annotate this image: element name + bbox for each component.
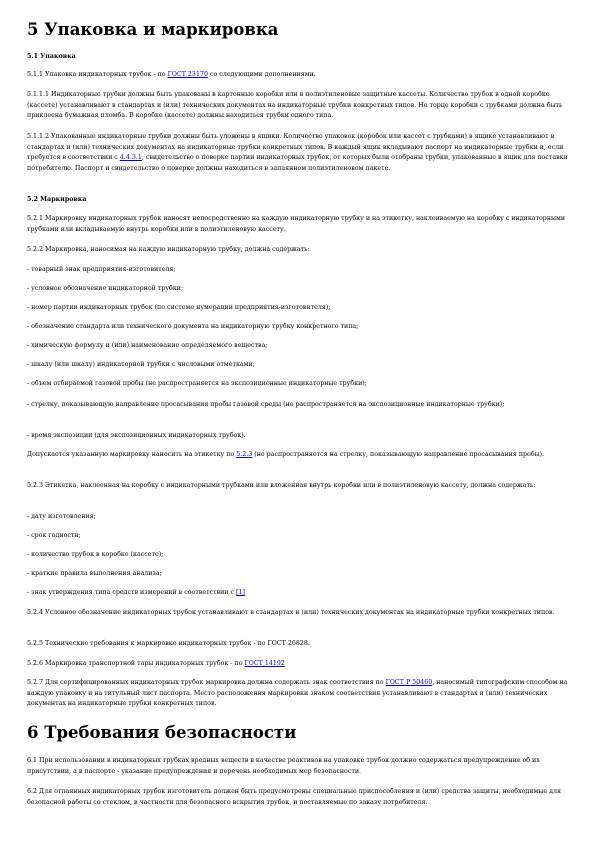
- paragraph-text: Допускается указанную маркировку наносить на этикетку по: [27, 451, 237, 458]
- link-ref-1[interactable]: [1]: [236, 589, 245, 596]
- paragraph-text: 5.1.1.2 Упакованные индикаторные трубки должны быть уложены в ящики. Количество упаковок (коробок или кассет с трубками) в ящике устанавливают в стандартах и (или) технических документах на индикаторные трубки конкретных типов. В каждый ящик вкладывают паспорт на индикаторные трубки и, если требуется в соответствии с: [27, 133, 564, 162]
- paragraph-5-2-7: [27, 678, 571, 710]
- paragraph-5-2-2: 5.2.2 Маркировка, наносимая на каждую индикаторную трубку, должна содержать:: [27, 246, 310, 253]
- list-item: - объем отбираемой газовой пробы (не распространяется на экспозиционные индикаторные трубки);: [27, 380, 367, 387]
- list-item: - дату изготовления;: [27, 513, 96, 520]
- paragraph-5-1-1-1: 5.1.1.1 Индикаторные трубки должны быть упакованы в картонные коробки или в полиэтиленовые защитные кассеты. Количество трубок в одной коробке (кассете) устанавливают в стандартах и (или) технических документах на индикаторные трубки конкретных типов. Не торце коробки с трубками должна быть приклеена бумажная пломба. В коробке (кассете) должны находиться трубки одного типа.: [27, 91, 563, 120]
- paragraph-5-2-6: [27, 659, 571, 670]
- section-title-packaging: 5 Упаковка и маркировка: [27, 20, 279, 39]
- paragraph-text: , наносимый типографским способом на каждую упаковку и на титульный лист паспорта. Место расположения маркировки знаком соответствия устанавливают в стандартах и (или) технических документах на индикаторные трубки конкретных типов.: [27, 679, 568, 708]
- section-title-safety: 6 Требования безопасности: [27, 723, 297, 742]
- paragraph-text: 5.2.7 Для сертифицированных индикаторных трубок маркировка должна содержать знак соответствия по: [27, 679, 386, 686]
- list-item: - номер партии индикаторных трубок (по системе нумерации предприятия-изготовителя);: [27, 304, 331, 311]
- paragraph-5-2-3: 5.2.3 Этикетка, наклеенная на коробку с индикаторными трубками или вложенная внутрь коробки или в полиэтиленовую кассету, должна содержать:: [27, 482, 536, 489]
- list-item: - обозначение стандарта или технического документа на индикаторную трубку конкретного типа;: [27, 323, 359, 330]
- paragraph-5-2-1: 5.2.1 Маркировку индикаторных трубок наносят непосредственно на каждую индикаторную трубку и на этикетку, наклеиваемую на коробку с индикаторными трубками или вкладываемую внутрь коробки или в полиэтиленовую кассету.: [27, 215, 566, 233]
- list-item: - время экспозиции (для экспозиционных индикаторных трубок).: [27, 432, 246, 439]
- paragraph-text: - знак утверждения типа средств измерений в соответствии с: [27, 589, 237, 596]
- paragraph-6-1: 6.1 При использовании в индикаторных трубках вредных веществ в качестве реактивов на упаковке трубок должно содержаться предупреждение об их присутствии, а в паспорте - указание предупреждения и перечень необходимых мер безопасности.: [27, 757, 540, 775]
- list-item: - срок годности;: [27, 532, 81, 539]
- link-4-4-3-1[interactable]: 4.4.3.1: [119, 154, 142, 162]
- paragraph-5-1-1: [27, 70, 571, 81]
- link-gost-r-50460[interactable]: ГОСТ Р 50460: [385, 679, 433, 686]
- link-gost-23170[interactable]: ГОСТ 23170: [167, 71, 208, 78]
- list-item: - количество трубок в коробке (кассете);: [27, 551, 164, 558]
- link-gost-14192[interactable]: ГОСТ 14192: [244, 660, 285, 667]
- link-5-2-3[interactable]: 5.2.3: [236, 451, 253, 458]
- paragraph-5-1-1-2: [27, 132, 571, 174]
- paragraph-5-2-2-note: [27, 450, 571, 461]
- list-item: - условное обозначение индикаторной трубки;: [27, 285, 184, 292]
- paragraph-text: (не распространяется на стрелку, показывающую направление просасывания пробы).: [252, 451, 545, 458]
- list-item: - стрелку, показывающую направление просасывания пробы газовой среды (не распространяется на экспозиционные индикаторные трубки);: [27, 401, 505, 408]
- paragraph-text: , свидетельство о поверке партии индикаторных трубок, от которых были отобраны трубки, упакованные в ящик для поставки потребителю. Паспорт и свидетельство о поверке должны находиться в запаянном полиэтиленовом пакете.: [27, 154, 568, 172]
- paragraph-text: 5.2.6 Маркировка транспортной тары индикаторных трубок - по: [27, 660, 245, 667]
- paragraph-text: 5.1.1 Упаковка индикаторных трубок - по: [27, 71, 168, 78]
- list-item: - краткие правила выполнения анализа;: [27, 570, 162, 577]
- paragraph-text: со следующими дополнениями.: [207, 71, 316, 78]
- subsection-heading-marking: 5.2 Маркировка: [27, 196, 87, 203]
- list-item: - шкалу (или шкалу) индикаторной трубки с числовыми отметками;: [27, 361, 255, 368]
- paragraph-5-2-5: 5.2.5 Технические требования к маркировке индикаторных трубок - по ГОСТ 26828.: [27, 640, 310, 647]
- list-item: - химическую формулу и (или) наименование определяемого вещества;: [27, 342, 268, 349]
- paragraph-5-2-4: 5.2.4 Условное обозначение индикаторных трубок устанавливают в стандартах и (или) технических документах на индикаторные трубки конкретных типов.: [27, 609, 555, 616]
- paragraph-6-2: 6.2 Для отпаянных индикаторных трубок изготовитель должен быть предусмотрены специальные приспособления и (или) средства защиты, необходимые для безопасной работы со стеклом, в частности для безопасного вскрытия трубок, и поставляемые по заказу потребителя.: [27, 788, 561, 806]
- list-item: - товарный знак предприятия-изготовителя;: [27, 266, 176, 273]
- subsection-heading-packaging: 5.1 Упаковка: [27, 53, 76, 60]
- list-item: [27, 588, 571, 599]
